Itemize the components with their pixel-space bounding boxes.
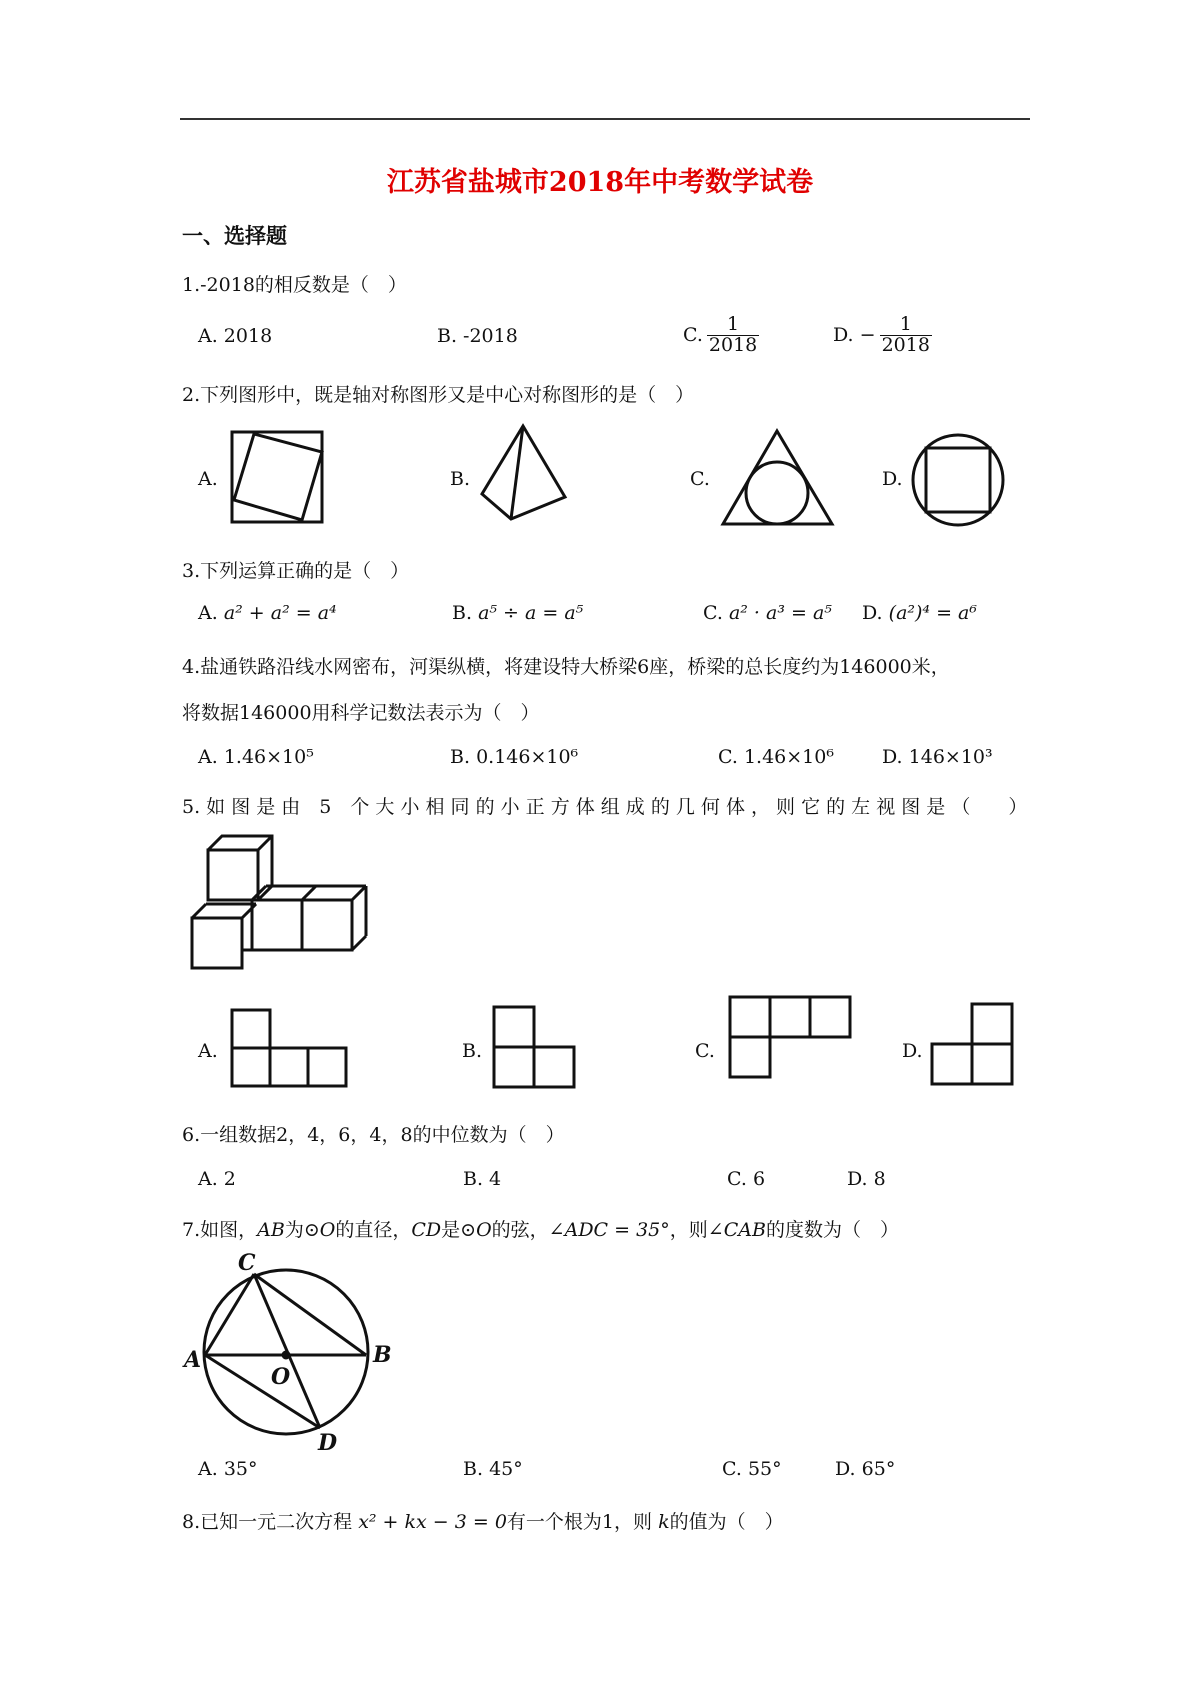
q4-option-c-expr: 1.46×10⁶ xyxy=(743,746,834,768)
q3-option-c-expr: a² · a³ = a⁵ xyxy=(728,602,832,624)
q4-option-b[interactable] xyxy=(450,746,578,768)
q7-circle-o: ⊙O xyxy=(460,1219,492,1241)
q4-option-d-label: D. xyxy=(882,746,903,768)
q7-option-a-label: A. xyxy=(198,1458,218,1480)
q5-option-d-label[interactable]: D. xyxy=(902,1040,923,1062)
section-heading: 一、选择题 xyxy=(182,223,287,248)
q7-label-c: C xyxy=(238,1250,256,1276)
q7-stem-part: 7.如图， xyxy=(182,1219,258,1241)
q3-option-a-expr: a² + a² = a⁴ xyxy=(223,602,337,624)
q2-option-d-label[interactable]: D. xyxy=(882,468,903,490)
q7-stem-part: 的弦， xyxy=(491,1219,549,1241)
q3-option-c[interactable] xyxy=(703,602,832,624)
q2-option-c-label[interactable]: C. xyxy=(690,468,710,490)
q8-equation: x² + kx − 3 = 0 xyxy=(358,1511,507,1533)
q7-option-c[interactable] xyxy=(722,1458,782,1480)
denominator: 2018 xyxy=(708,333,758,356)
q2-figure-b-pyramid xyxy=(480,424,570,524)
q7-stem-part: ，则 xyxy=(669,1219,708,1241)
q7-angle-adc: ∠ADC = 35° xyxy=(548,1219,670,1241)
denominator: 2018 xyxy=(881,333,930,356)
q7-option-d[interactable] xyxy=(835,1458,895,1480)
q5-option-d-view xyxy=(930,1002,1020,1088)
q7-stem-part: 的度数为（ ） xyxy=(765,1219,899,1241)
q7-stem-part: 为 xyxy=(284,1219,304,1241)
q6-stem: 6.一组数据2，4，6，4，8的中位数为（ ） xyxy=(182,1124,565,1146)
q6-option-a[interactable]: A. 2 xyxy=(198,1168,236,1190)
q4-option-a[interactable] xyxy=(198,746,314,768)
q4-stem-line-1: 4.盐通铁路沿线水网密布，河渠纵横，将建设特大桥梁6座，桥梁的总长度约为146000米， xyxy=(182,656,950,678)
q3-option-b[interactable] xyxy=(452,602,583,624)
q4-option-d-expr: 146×10³ xyxy=(908,746,993,768)
q4-option-d[interactable] xyxy=(882,746,993,768)
q5-option-c-label[interactable]: C. xyxy=(695,1040,715,1062)
q5-option-b-view xyxy=(492,1005,580,1091)
q7-stem-part: 是 xyxy=(441,1219,461,1241)
q8-stem-part: 有一个根为1，则 xyxy=(506,1511,653,1533)
q7-label-d: D xyxy=(318,1430,338,1456)
q7-option-b[interactable] xyxy=(463,1458,523,1480)
q1-option-c-fraction xyxy=(707,315,759,356)
q5-option-c-view xyxy=(728,995,858,1081)
q7-option-d-label: D. xyxy=(835,1458,856,1480)
q2-option-b-label[interactable]: B. xyxy=(450,468,471,490)
q4-option-a-expr: 1.46×10⁵ xyxy=(223,746,314,768)
q5-option-a-view xyxy=(230,1008,350,1090)
q3-option-c-label: C. xyxy=(703,602,723,624)
q1-option-d[interactable] xyxy=(833,315,932,356)
q1-option-b[interactable]: B. -2018 xyxy=(437,325,518,347)
q4-stem-line-2: 将数据146000用科学记数法表示为（ ） xyxy=(182,702,540,724)
q4-option-c-label: C. xyxy=(718,746,738,768)
q8-stem-part: 的值为（ ） xyxy=(669,1511,784,1533)
q3-option-a[interactable] xyxy=(198,602,337,624)
q7-segment-ab: AB xyxy=(257,1219,285,1241)
q7-option-b-value: 45° xyxy=(489,1458,523,1480)
q2-stem: 2.下列图形中，既是轴对称图形又是中心对称图形的是（ ） xyxy=(182,384,695,406)
q7-label-o: O xyxy=(271,1364,291,1390)
q3-option-a-label: A. xyxy=(198,602,218,624)
q4-option-c[interactable] xyxy=(718,746,834,768)
q1-option-d-fraction xyxy=(880,315,932,356)
q7-option-c-label: C. xyxy=(722,1458,742,1480)
q5-figure-cubes xyxy=(190,832,380,972)
page-title: 江苏省盐城市2018年中考数学试卷 xyxy=(386,167,814,198)
q4-option-a-label: A. xyxy=(198,746,218,768)
q7-stem-part: 的直径， xyxy=(335,1219,412,1241)
q7-stem xyxy=(182,1215,899,1242)
q1-option-c-label: C. xyxy=(683,324,703,347)
q7-angle-cab: ∠CAB xyxy=(707,1219,766,1241)
q1-option-d-label: D. − xyxy=(833,324,876,347)
q3-option-b-label: B. xyxy=(452,602,473,624)
q7-label-b: B xyxy=(373,1342,392,1368)
q7-circle-o: ⊙O xyxy=(303,1219,336,1241)
q3-option-b-expr: a⁵ ÷ a = a⁵ xyxy=(478,602,584,624)
q7-option-c-value: 55° xyxy=(747,1458,782,1480)
q8-stem-part: 8.已知一元二次方程 xyxy=(182,1511,353,1533)
q8-stem xyxy=(182,1507,784,1534)
q7-segment-cd: CD xyxy=(411,1219,442,1241)
q4-option-b-expr: 0.146×10⁶ xyxy=(476,746,579,768)
q1-stem: 1.-2018的相反数是（ ） xyxy=(182,274,407,296)
numerator: 1 xyxy=(899,313,912,335)
q2-figure-c-circle-in-triangle xyxy=(720,428,835,528)
q2-option-a-label[interactable]: A. xyxy=(198,468,218,490)
q6-option-b[interactable]: B. 4 xyxy=(463,1168,502,1190)
q1-option-a[interactable]: A. 2018 xyxy=(198,325,273,347)
q5-option-a-label[interactable]: A. xyxy=(198,1040,218,1062)
q8-variable-k: k xyxy=(658,1511,670,1533)
q3-option-d[interactable] xyxy=(862,602,977,624)
q3-stem: 3.下列运算正确的是（ ） xyxy=(182,560,410,582)
q4-option-b-label: B. xyxy=(450,746,471,768)
q7-option-d-value: 65° xyxy=(861,1458,896,1480)
q7-label-a: A xyxy=(184,1347,202,1373)
q7-option-b-label: B. xyxy=(463,1458,484,1480)
q2-figure-d-square-in-circle xyxy=(910,432,1006,528)
q7-figure-circle xyxy=(184,1250,392,1456)
numerator: 1 xyxy=(727,313,740,335)
q1-option-c[interactable] xyxy=(683,315,759,356)
q6-option-c[interactable]: C. 6 xyxy=(727,1168,766,1190)
q5-stem: 5. 如 图 是 由 5 个 大 小 相 同 的 小 正 方 体 组 成 的 几 何 体 ， 则 它 的 左 视 图 是 （ ） xyxy=(182,796,1028,818)
header-rule xyxy=(180,118,1030,120)
q7-option-a[interactable] xyxy=(198,1458,258,1480)
q7-option-a-value: 35° xyxy=(223,1458,258,1480)
q3-option-d-label: D. xyxy=(862,602,883,624)
q6-option-d[interactable]: D. 8 xyxy=(847,1168,886,1190)
q5-option-b-label[interactable]: B. xyxy=(462,1040,483,1062)
q2-figure-a-square-in-square xyxy=(230,430,325,525)
q3-option-d-expr: (a²)⁴ = a⁶ xyxy=(888,602,977,624)
